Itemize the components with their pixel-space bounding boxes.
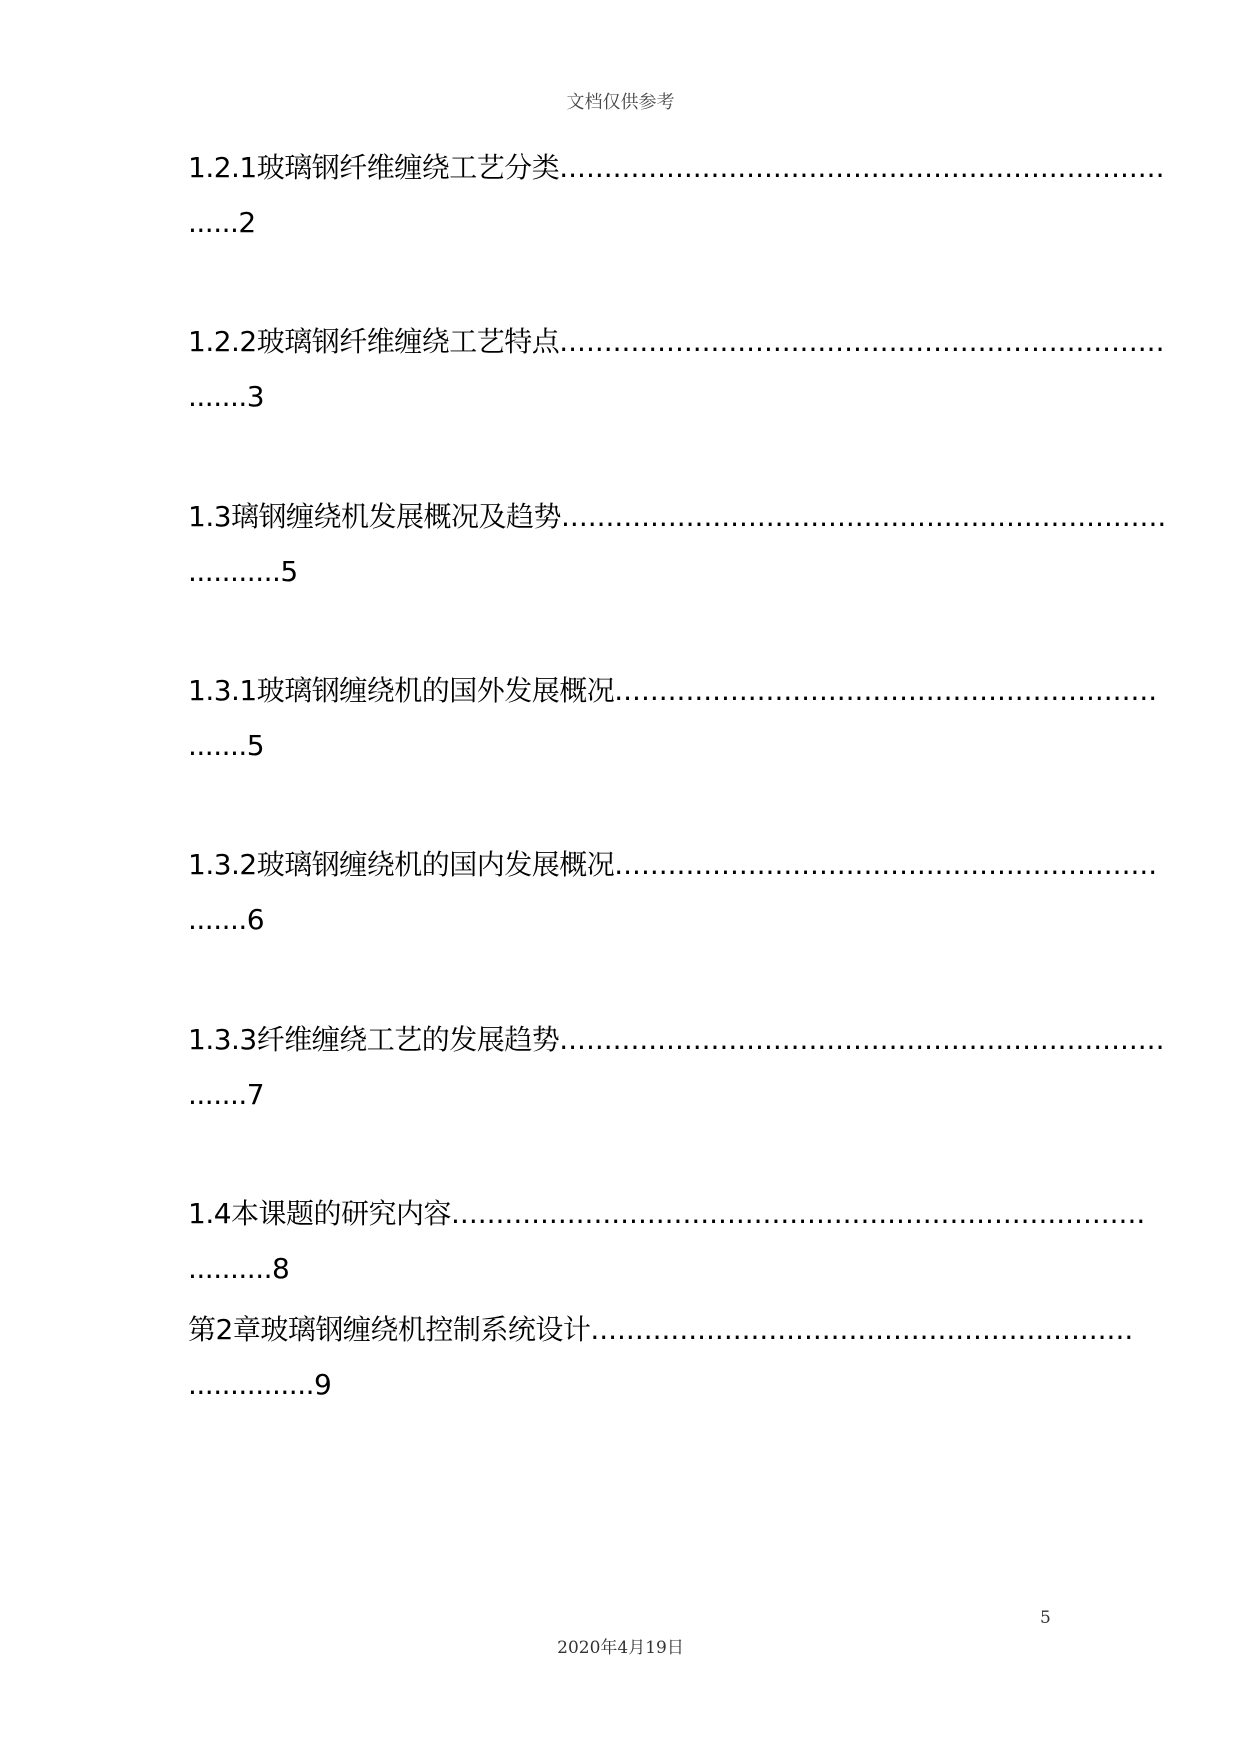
toc-entry-1-2-2[interactable] [188, 322, 1165, 362]
page-number: 5 [1040, 1608, 1051, 1628]
toc-entry-1-4[interactable] [188, 1194, 1146, 1234]
toc-entry-continuation: ..........8 [188, 1252, 290, 1285]
footer-date: 2020年4月19日 [557, 1638, 684, 1658]
toc-entry-continuation: ...........5 [188, 555, 298, 588]
page-header: 文档仅供参考 [566, 92, 675, 113]
toc-entry-1-3-3[interactable] [188, 1020, 1165, 1060]
toc-entry-leader: .................................................................... [561, 500, 1167, 533]
toc-entry-continuation: .......3 [188, 380, 265, 413]
toc-entry-continuation: ...............9 [188, 1368, 332, 1401]
toc-entry-continuation: .......5 [188, 729, 265, 762]
toc-entry-leader: ............................................................. [614, 848, 1158, 881]
toc-entry-title: 1.3.3纤维缠绕工艺的发展趋势 [188, 1023, 560, 1056]
toc-entry-leader: ............................................................. [590, 1313, 1134, 1346]
toc-entry-leader: .................................................................... [559, 1023, 1165, 1056]
toc-entry-title: 第2章玻璃钢缠绕机控制系统设计 [188, 1313, 591, 1346]
toc-entry-title: 1.4本课题的研究内容 [188, 1197, 452, 1230]
toc-entry-leader: .................................................................... [559, 325, 1165, 358]
toc-entry-title: 1.2.2玻璃钢纤维缠绕工艺特点 [188, 325, 560, 358]
toc-entry-continuation: .......6 [188, 903, 265, 936]
toc-entry-1-2-1[interactable] [188, 148, 1165, 188]
toc-entry-title: 1.3.2玻璃钢缠绕机的国内发展概况 [188, 848, 615, 881]
toc-entry-1-3[interactable] [188, 497, 1167, 537]
toc-entry-continuation: ......2 [188, 206, 256, 239]
toc-entry-title: 1.2.1玻璃钢纤维缠绕工艺分类 [188, 151, 560, 184]
toc-entry-leader: ............................................................. [614, 674, 1158, 707]
toc-entry-title: 1.3.1玻璃钢缠绕机的国外发展概况 [188, 674, 615, 707]
toc-entry-leader: .................................................................... [559, 151, 1165, 184]
toc-entry-chapter-2[interactable] [188, 1310, 1134, 1350]
toc-entry-leader: .............................................................................. [451, 1197, 1146, 1230]
toc-entry-1-3-1[interactable] [188, 671, 1158, 711]
toc-entry-title: 1.3璃钢缠绕机发展概况及趋势 [188, 500, 562, 533]
toc-entry-continuation: .......7 [188, 1078, 265, 1111]
toc-entry-1-3-2[interactable] [188, 845, 1158, 885]
